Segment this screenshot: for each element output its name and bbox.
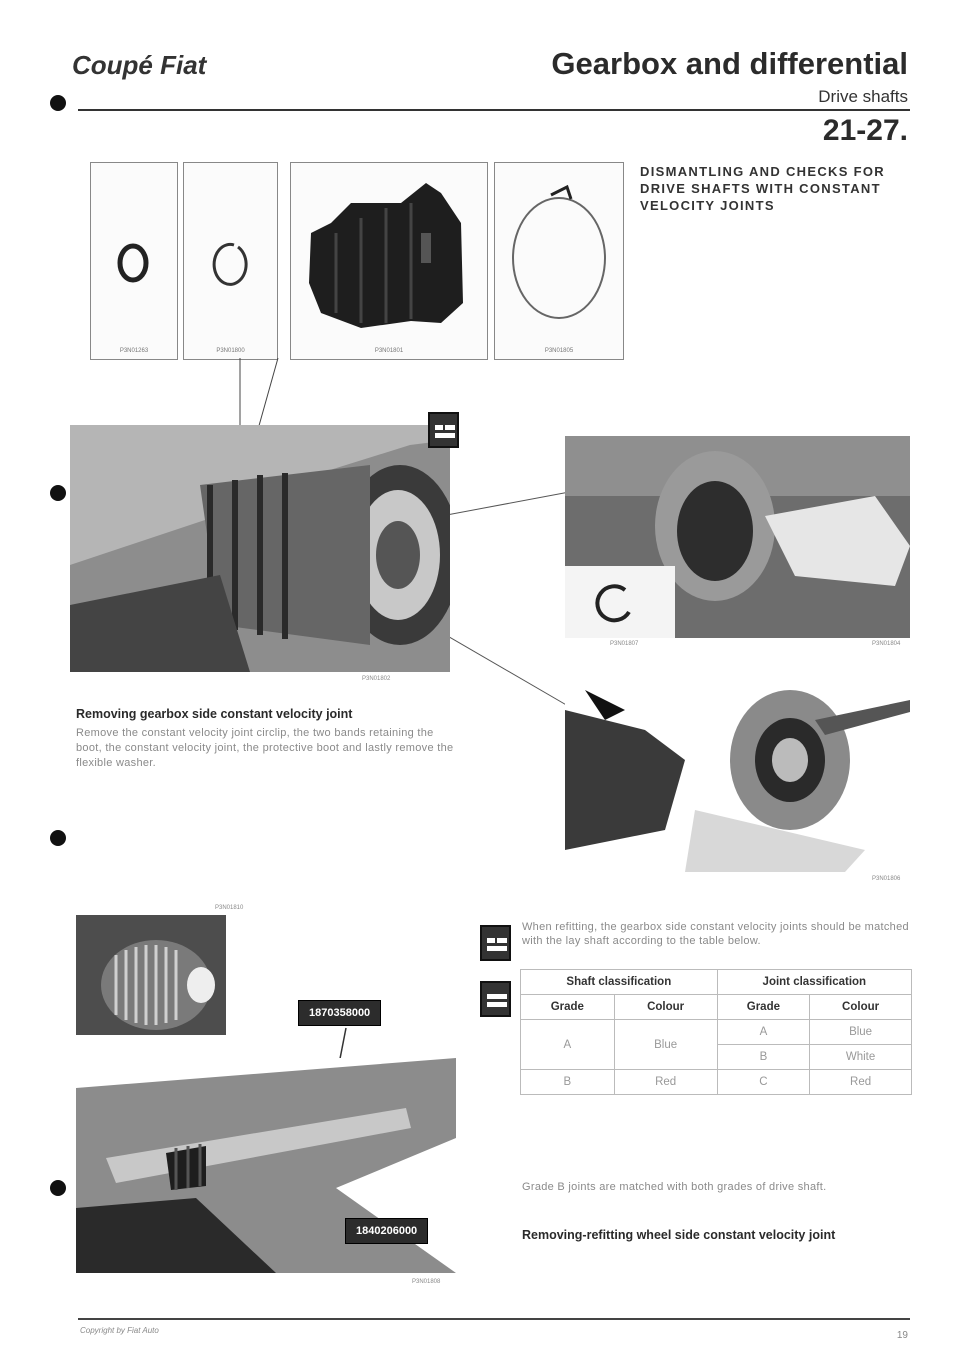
table-cell: C	[717, 1070, 810, 1095]
col-shaft-colour: Colour	[614, 995, 717, 1020]
refit-symbol-icon	[480, 925, 511, 961]
photo-circlip-removal	[565, 436, 910, 638]
table-symbol-icon	[480, 981, 511, 1017]
table-cell: Blue	[810, 1020, 912, 1045]
caption-body: Remove the constant velocity joint circlip, the two bands retaining the boot, the constant velocity joint, the protective boot and lastly remove the flexible washer.	[76, 727, 454, 769]
grade-note: Grade B joints are matched with both grades of drive shaft.	[522, 1181, 827, 1193]
photo-gearbox-cv-joint	[70, 425, 450, 672]
tool-label-1840206000: 1840206000	[345, 1218, 428, 1244]
col-joint-grade: Grade	[717, 995, 810, 1020]
figure-code: P3N01804	[872, 641, 901, 647]
figure-code: P3N01263	[119, 348, 149, 354]
step-symbol-icon	[428, 412, 459, 448]
joint-separation-illustration	[565, 680, 910, 872]
page-title: Gearbox and differential	[551, 46, 908, 81]
cv-joint-illustration	[70, 425, 450, 672]
table-cell: White	[810, 1045, 912, 1070]
photo-lay-shaft-splines	[76, 915, 226, 1035]
figure-code: P3N01807	[610, 641, 639, 647]
table-cell: Blue	[614, 1020, 717, 1070]
footer-rule	[78, 1318, 910, 1320]
section-title: DISMANTLING AND CHECKS FOR DRIVE SHAFTS WITH CONSTANT VELOCITY JOINTS	[640, 164, 885, 213]
wheel-side-heading: Removing-refitting wheel side constant velocity joint	[522, 1228, 836, 1242]
figure-code: P3N01805	[544, 348, 574, 354]
splines-illustration	[76, 915, 226, 1035]
caption-removing-gearbox	[76, 706, 460, 771]
figure-code: P3N01806	[872, 876, 901, 882]
figure-code: P3N01808	[412, 1279, 441, 1285]
figure-code: P3N01802	[362, 676, 391, 682]
table-cell: B	[717, 1045, 810, 1070]
col-joint-colour: Colour	[810, 995, 912, 1020]
table-cell: Red	[810, 1070, 912, 1095]
table-cell: A	[521, 1020, 615, 1070]
table-cell: B	[521, 1070, 615, 1095]
refitting-note: When refitting, the gearbox side constant velocity joints should be matched with the lay shaft according to the table below.	[522, 921, 909, 947]
page-subtitle: Drive shafts	[818, 87, 908, 106]
photo-joint-separation	[565, 680, 910, 872]
figure-code: P3N01810	[215, 905, 244, 911]
tool-label-1870358000: 1870358000	[298, 1000, 381, 1026]
copyright-notice: Copyright by Fiat Auto	[80, 1326, 159, 1335]
joint-classification-header: Joint classification	[717, 970, 911, 995]
caption-heading: Removing gearbox side constant velocity joint	[76, 707, 353, 721]
folio-number: 19	[896, 1330, 908, 1341]
table-cell: A	[717, 1020, 810, 1045]
col-shaft-grade: Grade	[521, 995, 615, 1020]
figure-code: P3N01800	[216, 348, 245, 354]
shaft-classification-header: Shaft classification	[521, 970, 718, 995]
brand-label: Coupé Fiat	[72, 50, 207, 80]
table-cell: Red	[614, 1070, 717, 1095]
figure-code: P3N01801	[374, 348, 404, 354]
classification-table	[520, 969, 912, 1095]
circlip-icon	[585, 576, 645, 636]
page-number: 21-27.	[822, 114, 908, 147]
